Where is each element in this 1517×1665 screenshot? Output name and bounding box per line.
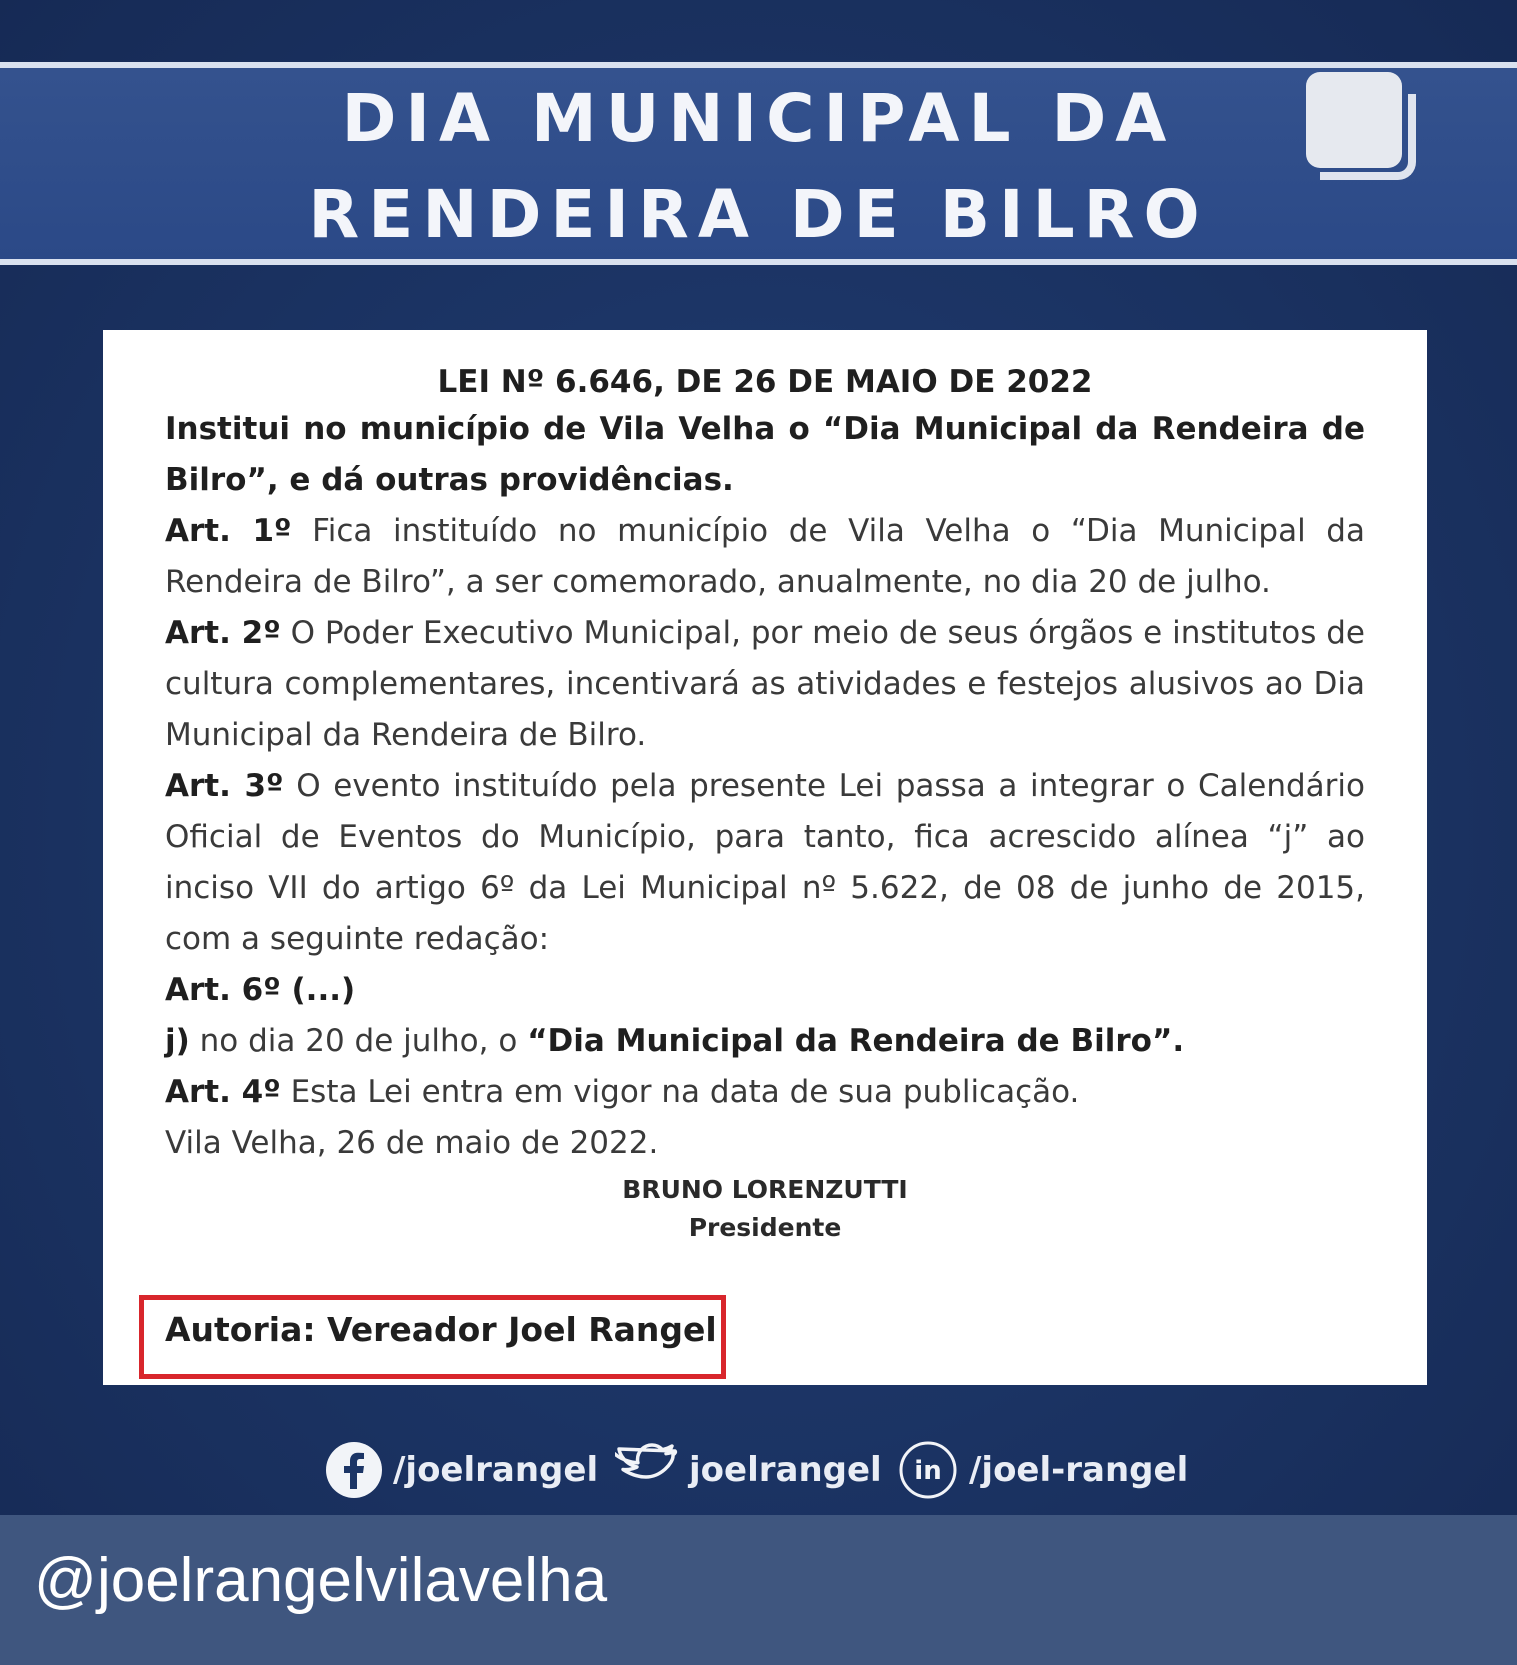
article-2-label: Art. 2º bbox=[165, 615, 281, 651]
item-j-bold: “Dia Municipal da Rendeira de Bilro”. bbox=[527, 1023, 1185, 1059]
item-j-text: no dia 20 de julho, o bbox=[189, 1023, 528, 1059]
signer-name: BRUNO LORENZUTTI bbox=[622, 1175, 908, 1204]
facebook-icon bbox=[325, 1441, 383, 1499]
article-1 bbox=[165, 506, 1365, 608]
article-6-label: Art. 6º (...) bbox=[165, 972, 356, 1008]
linkedin-handle: /joel-rangel bbox=[969, 1450, 1189, 1490]
social-links bbox=[0, 1440, 1517, 1500]
law-title: LEI Nº 6.646, DE 26 DE MAIO DE 2022 bbox=[437, 364, 1093, 400]
article-3-text: O evento instituído pela presente Lei passa a integrar o Calendário Oficial de Eventos do Município, para tanto, fica acrescido alínea “j” ao inciso VII do artigo 6º da Lei Municipal nº 5.622, de 08 de junho de 2015, com a seguinte redação: bbox=[165, 768, 1365, 957]
article-4-label: Art. 4º bbox=[165, 1074, 281, 1110]
item-j-label: j) bbox=[165, 1023, 190, 1059]
page-title-line-1: DIA MUNICIPAL DA bbox=[341, 80, 1176, 157]
facebook-handle: /joelrangel bbox=[393, 1450, 599, 1490]
article-1-label: Art. 1º bbox=[165, 513, 292, 549]
article-2-text: O Poder Executivo Municipal, por meio de seus órgãos e institutos de cultura complementares, incentivará as atividades e festejos alusivos ao Dia Municipal da Rendeira de Bilro. bbox=[165, 615, 1365, 753]
article-1-text: Fica instituído no município de Vila Velha o “Dia Municipal da Rendeira de Bilro”, a ser comemorado, anualmente, no dia 20 de julho. bbox=[165, 513, 1365, 600]
copy-square-icon bbox=[1306, 72, 1402, 168]
item-j bbox=[165, 1016, 1365, 1067]
article-6 bbox=[165, 965, 1365, 1016]
instagram-handle: @joelrangelvilavelha bbox=[34, 1546, 608, 1615]
article-2 bbox=[165, 608, 1365, 761]
twitter-link[interactable] bbox=[615, 1440, 882, 1500]
article-4 bbox=[165, 1067, 1365, 1118]
article-3-label: Art. 3º bbox=[165, 768, 284, 804]
law-ementa: Institui no município de Vila Velha o “Dia Municipal da Rendeira de Bilro”, e dá outras providências. bbox=[165, 411, 1365, 498]
linkedin-link[interactable] bbox=[897, 1440, 1188, 1500]
svg-text:in: in bbox=[914, 1456, 942, 1486]
twitter-handle: joelrangel bbox=[689, 1450, 882, 1490]
page-title-line-2: RENDEIRA DE BILRO bbox=[308, 176, 1209, 253]
law-document bbox=[103, 330, 1427, 1385]
autoria-text: Autoria: Vereador Joel Rangel bbox=[165, 1310, 717, 1349]
facebook-link[interactable] bbox=[325, 1440, 598, 1500]
linkedin-icon bbox=[897, 1441, 959, 1499]
twitter-icon bbox=[615, 1443, 679, 1497]
article-3 bbox=[165, 761, 1365, 965]
signer-role: Presidente bbox=[688, 1213, 842, 1242]
article-4-text: Esta Lei entra em vigor na data de sua publicação. bbox=[280, 1074, 1080, 1110]
place-date: Vila Velha, 26 de maio de 2022. bbox=[165, 1125, 659, 1161]
